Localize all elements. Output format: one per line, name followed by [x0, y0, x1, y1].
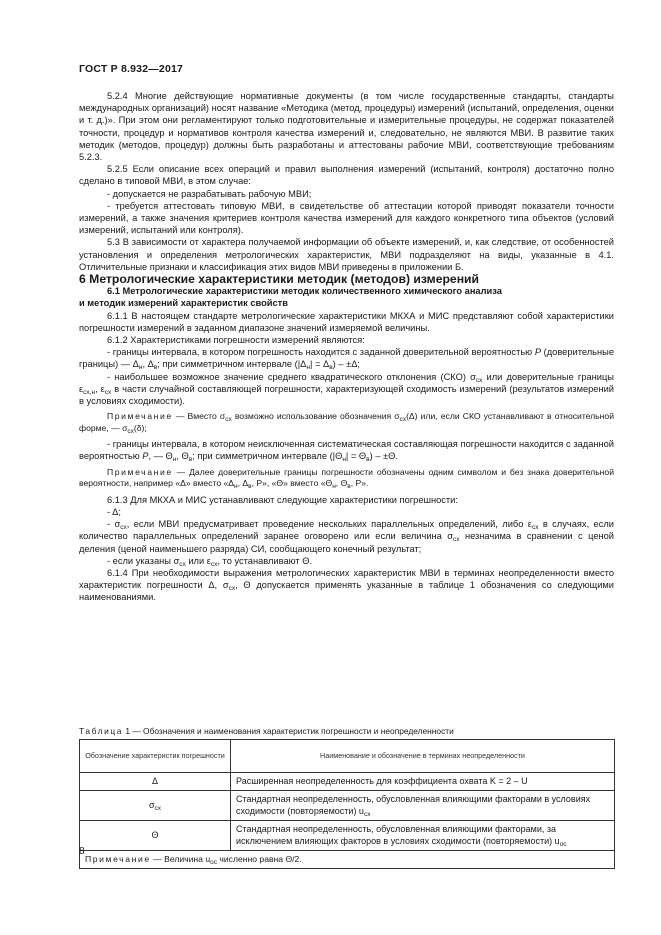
paragraph-6-1-2: 6.1.2 Характеристиками погрешности измерений являются:	[107, 335, 365, 346]
note-2: Примечание — Далее доверительные границы погрешности обозначены одним символом и без знака доверительной вероятности, например «Δ» вместо «$\Delta_н$, $\Delta_в$, P», «Θ» вместо «$\Theta_н$, $\Theta_в$, P».	[79, 466, 614, 491]
list-item: - границы интервала, в котором неисключенная систематическая составляющая погрешности находится с заданной вероятностью P, — $\Theta_н$, $\Theta_в$; при симметричном интервале $(|\Theta_н| = \Theta_в) - \pm\Theta$.	[79, 439, 614, 464]
table-note-row	[80, 851, 615, 869]
paragraph-6-1-4: 6.1.4 При необходимости выражения метрологических характеристик МВИ в терминах неопределенности вместо характеристик погрешности Δ, $\sigma_{сх}$, Θ допускается применять указанные в таблице 1 обозначения со следующими наименованиями.	[79, 567, 614, 603]
table-header-cell: Обозначение характеристик погрешности	[80, 740, 231, 773]
table-cell-symbol: $\sigma_{сх}$	[80, 791, 231, 821]
table-header-row	[80, 740, 615, 773]
table-cell-description: Стандартная неопределенность, обусловленная влияющими факторами, за исключением влияющих факторов в условиях сходимости (повторяемости) $u_{ос}$	[231, 821, 615, 851]
paragraph-5-2-5: 5.2.5 Если описание всех операций и правил выполнения измерений (испытаний, контроля) достаточно полно сделано в типовой МВИ, в этом случае:	[79, 164, 614, 187]
list-item: - границы интервала, в котором погрешность находится с заданной доверительной вероятностью P (доверительные границы) — $\Delta_н$, $\Delta_в$; при симметричном интервале $(|\Delta_н| = \Delta_в) - \pm\Delta$;	[79, 347, 614, 372]
table-note: Примечание — Величина $u_{ос}$ численно равна Θ/2.	[80, 851, 615, 869]
subsection-heading-6-1: 6.1 Метрологические характеристики методик количественного химического анализа и методик измерений характеристик свойств	[79, 286, 502, 309]
paragraph-6-1-1: 6.1.1 В настоящем стандарте метрологические характеристики МКХА и МИС представляют собой характеристики погрешности измерений в заданном диапазоне значений измеряемой величины.	[79, 310, 614, 333]
paragraph-5-3: 5.3 В зависимости от характера получаемой информации об объекте измерений, и, как следствие, от особенностей установления и определения метрологических характеристик, МВИ подразделяют на виды, указанные в 4.1. Отличительные признаки и классификация этих видов МВИ приведены в приложении Б.	[79, 237, 614, 272]
note-1: Примечание — Вместо $\sigma_{сх}$ возможно использование обозначения $\sigma_{сх}(\Delta)$ или, если СКО устанавливают в относительной форме, — $\sigma_{сх}(\delta)$;	[79, 411, 614, 435]
table-row	[80, 821, 615, 851]
table-row	[80, 791, 615, 821]
list-item: - Δ;	[107, 506, 121, 517]
table-header-cell: Наименование и обозначение в терминах неопределенности	[231, 740, 615, 773]
list-item: - допускается не разрабатывать рабочую МВИ;	[107, 188, 312, 199]
document-body	[79, 90, 614, 604]
page-number: 8	[79, 846, 85, 857]
table-caption: Таблица 1 — Обозначения и наименования характеристик погрешности и неопределенности	[79, 726, 454, 736]
paragraph-6-1-3: 6.1.3 Для МКХА и МИС устанавливают следующие характеристики погрешности:	[107, 494, 458, 505]
table-cell-symbol: Θ	[80, 821, 231, 851]
table-cell-symbol: Δ	[80, 773, 231, 791]
table-cell-description: Стандартная неопределенность, обусловленная влияющими факторами в условиях сходимости (повторяемости) $u_{сх}$	[231, 791, 615, 821]
paragraph-5-2-4: 5.2.4 Многие действующие нормативные документы (в том числе государственные стандарты, стандарты международных организаций) носят название «Методика (метод, процедуры) измерений (испытаний, определения, оценки и т. д.)». При этом они регламентируют только подготовительные и измерительные процедуры, не содержат показателей точности, процедур и нормативов контроля качества измерений и, следовательно, не являются МВИ. В развитие таких методик (методов, процедур) должны быть разработаны и аттестованы рабочие МВИ, соответствующие требованиям 5.2.3.	[79, 91, 614, 163]
list-item: - если указаны $\sigma_{сх}$ или $\varepsilon_{сх}$, то устанавливают Θ.	[107, 555, 313, 568]
table-cell-description: Расширенная неопределенность для коэффициента охвата K = 2 – U	[231, 773, 615, 791]
list-item: - наибольшее возможное значение среднего квадратического отклонения (СКО) $\sigma_{сх}$ или доверительные границы $\varepsilon_{сх,н}$, $\varepsilon_{сх}$ в части случайной составляющей погрешности, характеризующей сходимость измерений (результатов измерений в условиях сходимости).	[79, 371, 614, 407]
list-item: - $\sigma_{сх}$, если МВИ предусматривает проведение нескольких параллельных определений, либо $\varepsilon_{сх}$ в случаях, если количество параллельных определений заранее оговорено или если величина $\sigma_{сх}$ незначима в сравнении с ценой деления (ценой наименьшего разряда) СИ, сообщающего конечный результат;	[79, 519, 614, 554]
document-header: ГОСТ Р 8.932—2017	[79, 63, 184, 75]
section-heading-6: 6 Метрологические характеристики методик (методов) измерений	[79, 272, 480, 287]
list-item: - требуется аттестовать типовую МВИ, в свидетельстве об аттестации которой приводят показатели точности измерений, а также значения критериев контроля качества измерений для каждого конкретного типа объектов (условий измерений, испытаний или контроля).	[79, 200, 614, 236]
table-row	[80, 773, 615, 791]
table-1	[79, 739, 615, 869]
